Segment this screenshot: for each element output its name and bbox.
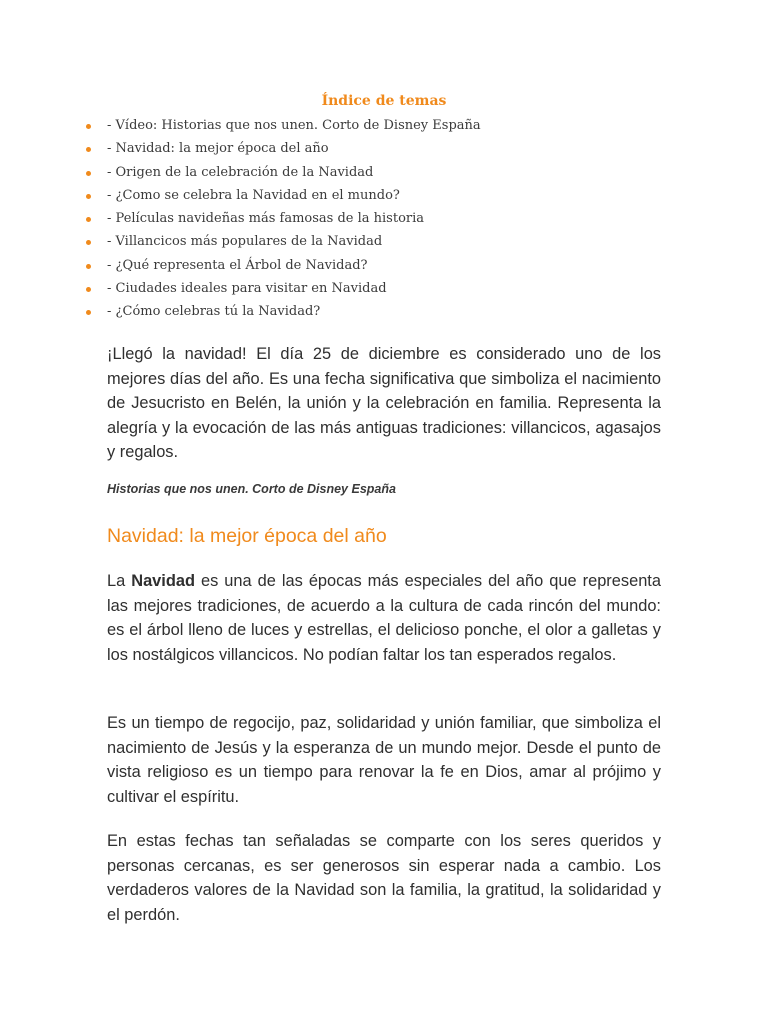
body-paragraph: Es un tiempo de regocijo, paz, solidaridad y unión familiar, que simboliza el nacimiento de Jesús y la esperanza de un mundo mejor. Desde el punto de vista religioso es un tiempo para renovar la fe en Dios, amar al prójimo y cultivar el espíritu. — [107, 714, 661, 806]
body-paragraph — [107, 569, 661, 667]
toc-item-label: - Navidad: la mejor época del año — [107, 141, 329, 157]
bullet-icon — [86, 194, 91, 199]
section-heading: Navidad: la mejor época del año — [107, 525, 387, 547]
toc-item-label: - ¿Cómo celebras tú la Navidad? — [107, 304, 321, 320]
toc-item-label: - Ciudades ideales para visitar en Navidad — [107, 281, 387, 297]
toc-item[interactable] — [0, 116, 481, 139]
toc-item-label: - Origen de la celebración de la Navidad — [107, 164, 374, 180]
toc-item[interactable] — [0, 163, 481, 186]
toc-item-label: - Villancicos más populares de la Navidad — [107, 234, 383, 250]
bullet-icon — [86, 240, 91, 245]
bold-term: Navidad — [131, 572, 195, 590]
toc-item-label: - ¿Qué representa el Árbol de Navidad? — [107, 257, 368, 273]
toc-item[interactable] — [0, 209, 481, 232]
intro-paragraph: ¡Llegó la navidad! El día 25 de diciembre es considerado uno de los mejores días del año. Es una fecha significativa que simboliza el nacimiento de Jesucristo en Belén, la unión y la celebración en familia. Representa la alegría y la evocación de las más antiguas tradiciones: villancicos, agasajos y regalos. — [107, 345, 661, 461]
toc-item[interactable] — [0, 186, 481, 209]
toc-item-label: - Vídeo: Historias que nos unen. Corto de Disney España — [107, 118, 481, 133]
toc-item[interactable] — [0, 139, 481, 162]
toc-list — [0, 116, 481, 326]
bullet-icon — [86, 264, 91, 269]
paragraph-prefix: La — [107, 572, 132, 590]
video-caption: Historias que nos unen. Corto de Disney España — [107, 482, 396, 496]
toc-item-label: - ¿Como se celebra la Navidad en el mundo? — [107, 187, 400, 203]
paragraph-rest: es una de las épocas más especiales del año que representa las mejores tradiciones, de acuerdo a la cultura de cada rincón del mundo: es el árbol lleno de luces y estrellas, el delicioso ponche, el olor a galletas y los nostálgicos villancicos. No podían faltar los tan esperados regalos. — [107, 572, 661, 664]
toc-item[interactable] — [0, 279, 481, 302]
bullet-icon — [86, 310, 91, 315]
bullet-icon — [86, 217, 91, 222]
bullet-icon — [86, 124, 91, 129]
bullet-icon — [86, 287, 91, 292]
body-paragraph: En estas fechas tan señaladas se comparte con los seres queridos y personas cercanas, es ser generosos sin esperar nada a cambio. Los verdaderos valores de la Navidad son la familia, la gratitud, la solidaridad y el perdón. — [107, 832, 661, 924]
toc-item-label: - Películas navideñas más famosas de la historia — [107, 211, 425, 227]
toc-title: Índice de temas — [321, 93, 447, 109]
toc-item[interactable] — [0, 232, 481, 255]
bullet-icon — [86, 171, 91, 176]
toc-item[interactable] — [0, 256, 481, 279]
toc-item[interactable] — [0, 302, 481, 325]
bullet-icon — [86, 147, 91, 152]
